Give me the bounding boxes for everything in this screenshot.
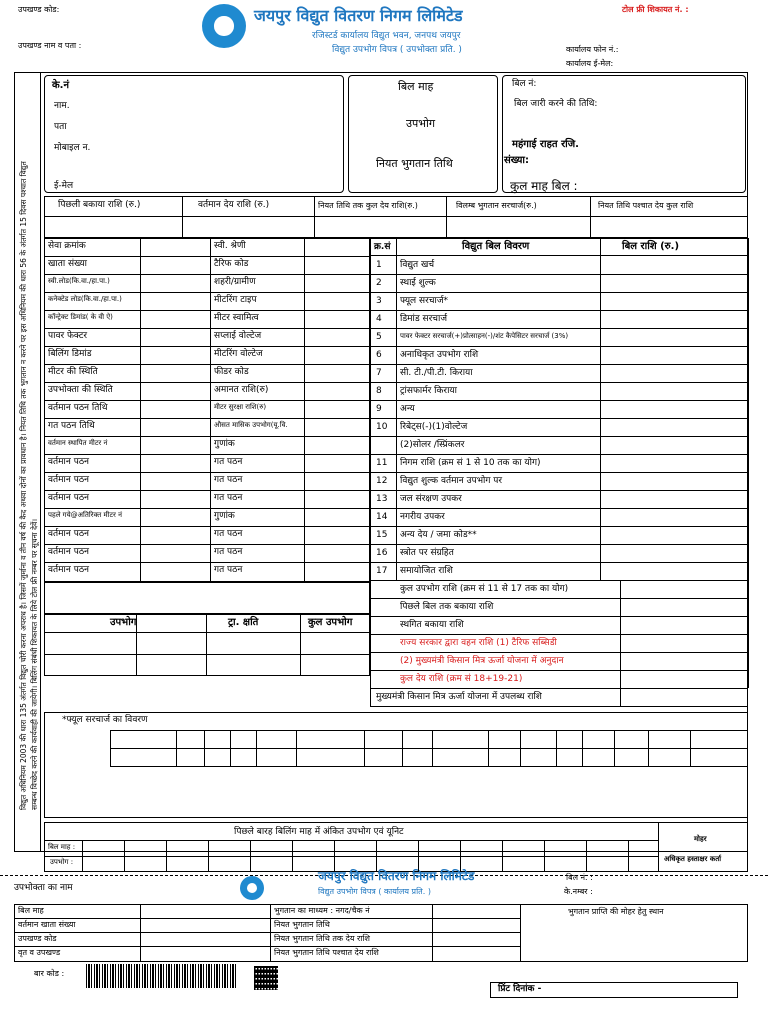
detail-sr: 8 <box>376 386 382 396</box>
issue-date-label: बिल जारी करने की तिथि: <box>514 99 598 109</box>
amount-header-late-surcharge: विलम्ब भुगतान सरचार्ज(रु.) <box>456 201 537 210</box>
detail-item: ट्रांसफार्मर किराया <box>400 386 457 396</box>
detail-item: समायोजित राशि <box>400 566 453 576</box>
history-consumption: उपभोग : <box>50 858 74 866</box>
info-label: मीटरिंग वोल्टेज <box>214 349 263 359</box>
email-label: ई-मेल <box>54 181 74 191</box>
detail-item: जल संरक्षण उपकर <box>400 494 462 504</box>
info-label: सप्लाई वोल्टेज <box>214 331 262 341</box>
detail-sr: 11 <box>376 458 388 468</box>
history-bill-month: बिल माह : <box>48 843 76 851</box>
barcode <box>86 964 238 988</box>
info-label: स्वी.लोड(कि.वा./हा.पा.) <box>48 277 110 285</box>
office-email-label: कार्यालय ई-मेल: <box>566 59 614 68</box>
amount-header: बिल राशि (रु.) <box>622 241 680 252</box>
detail-item: स्थाई शुल्क <box>400 278 436 288</box>
total-item: पिछले बिल तक बकाया राशि <box>400 602 494 612</box>
detail-sr: 9 <box>376 404 382 414</box>
detail-item: नगरीय उपकर <box>400 512 445 522</box>
counter-left-label: वृत व उपखण्ड <box>18 948 61 957</box>
detail-sr: 5 <box>376 332 382 342</box>
toll-free-label: टोल फ्री शिकायत नं. : <box>622 5 689 14</box>
total-item: कुल उपभोग राशि (क्रम सं 11 से 17 तक का योग) <box>400 584 569 594</box>
detail-item: अन्य देय / जमा कोड** <box>400 530 477 540</box>
consumption-col: उपभोग <box>110 617 137 628</box>
counter-mid-label: भुगतान का माध्यम : नगद/चैक नं <box>274 906 370 915</box>
info-label: सेवा क्रमांक <box>48 241 86 251</box>
detail-item: विद्युत खर्च <box>400 260 435 270</box>
info-label: पावर फेक्टर <box>48 331 88 341</box>
seal-label: मोहर <box>694 835 707 843</box>
amount-header-previous: पिछली बकाया राशि (रु.) <box>58 200 141 210</box>
details-header: विद्युत बिल विवरण <box>462 241 530 252</box>
info-label: मीटरिंग टाइप <box>214 295 257 305</box>
counter-mid-label: नियत भुगतान तिथि पश्चात देय राशि <box>274 948 379 957</box>
total-item: स्थगित बकाया राशि <box>400 620 464 630</box>
detail-sr: 14 <box>376 512 388 522</box>
detail-sr: 6 <box>376 350 382 360</box>
detail-item: विद्युत शुल्क वर्तमान उपभोग पर <box>400 476 503 486</box>
reg-office: रजिस्टर्ड कार्यालय विद्युत भवन, जनपथ जयपुर <box>312 31 461 41</box>
detail-item: डिमांड सरचार्ज <box>400 314 448 324</box>
amount-header-due-total: नियत तिथि तक कुल देय राशि(रु.) <box>318 201 418 210</box>
side-note: विद्युत अधिनियम 2003 की धारा 135 अंतर्गत विद्युत चोरी करना अपराध है। जिसमें जुर्माना व तीन वर्ष की कैद अथवा दोनों का प्रावधान है। नियत तिथि तक भुगतान न करने पर इस अधिनियम की धारा 56 के अंतर्गत 15 दिवस पश्चात विद्युत सम्बन्ध विच्छेद करने की कार्यवाही की जायेगी। बिलिंग संबंधी शिकायत के लिये टोल फ्री नम्बर पर सूचना देवें। <box>19 161 39 810</box>
info-label: वर्तमान पठन तिथि <box>48 403 108 413</box>
subdivision-name-label: उपखण्ड नाम व पता : <box>18 41 82 50</box>
detail-sr: 10 <box>376 422 388 432</box>
info-label: उपभोक्ता की स्थिति <box>48 385 113 395</box>
detail-item: फ्यूल सरचार्ज* <box>400 296 449 306</box>
info-label: शहरी/ग्रामीण <box>214 277 256 287</box>
info-label: गत पठन <box>214 529 243 539</box>
info-label: गुणांक <box>214 439 235 449</box>
mobile-label: मोबाइल न. <box>54 143 91 153</box>
detail-item: सी. टी./पी.टी. किराया <box>400 368 473 378</box>
print-date-label: प्रिंट दिनांक - <box>498 984 542 994</box>
fuel-surcharge-label: *फ्यूल सरचार्ज का विवरण <box>62 715 148 725</box>
detail-item: (2)सोलर /स्प्रिंकलर <box>400 440 465 450</box>
sr-header: क्र.सं <box>374 242 391 252</box>
detail-sr: 12 <box>376 476 388 486</box>
total-consumption-col: कुल उपभोग <box>308 617 353 628</box>
detail-item: स्त्रोत पर संग्रहित <box>400 548 454 558</box>
kisan-amount: मुख्यमंत्री किसान मित्र ऊर्जा योजना में उपलब्ध राशि <box>376 692 542 702</box>
detail-item: रिबेट्स(-)(1)वोल्टेज <box>400 422 468 432</box>
detail-item: अनाधिकृत उपभोग राशि <box>400 350 479 360</box>
consumer-name-label: उपभोक्ता का नाम <box>14 883 73 893</box>
info-label: मीटर की स्थिति <box>48 367 98 377</box>
seal-place-label: भुगतान प्राप्ति की मोहर हेतु स्थान <box>568 907 664 916</box>
counter-mid-label: नियत भुगतान तिथि <box>274 920 330 929</box>
info-label: कनेक्टेड लोड(कि.वा./हा.पा.) <box>48 295 122 303</box>
info-label: पहले गये@अतिरिक्त मीटर नं <box>48 511 122 519</box>
info-label: गत पठन <box>214 547 243 557</box>
info-label: गत पठन तिथि <box>48 421 95 431</box>
amount-header-after-due: नियत तिथि पश्चात देय कुल राशि <box>598 201 694 210</box>
info-label: गुणांक <box>214 511 235 521</box>
info-label: मीटर सुरक्षा राशि(रु) <box>214 403 267 411</box>
info-label: कॉन्ट्रेक्ट डिमांड( के वी ऐ) <box>48 313 113 321</box>
counter-left-label: बिल माह <box>18 906 44 915</box>
da-reg-label: महंगाई राहत रजि. <box>512 139 579 150</box>
counter-left-label: उपखण्ड कोड <box>18 934 57 943</box>
barcode-label: बार कोड : <box>34 969 65 978</box>
da-reg-label-2: संख्या: <box>504 155 529 166</box>
info-label: गत पठन <box>214 493 243 503</box>
counterfoil-org-name: जयपुर विद्युत वितरण निगम लिमिटेड <box>318 869 475 883</box>
detail-sr: 16 <box>376 548 388 558</box>
jvvnl-logo <box>202 4 246 48</box>
info-label: वर्तमान पठन <box>48 493 90 503</box>
info-label: गत पठन <box>214 565 243 575</box>
counterfoil-bill-type: विद्युत उपभोग विपत्र ( कार्यालय प्रति. ) <box>318 887 431 896</box>
qr-code <box>254 966 278 990</box>
bill-month-label: बिल माह <box>398 80 434 93</box>
detail-sr: 13 <box>376 494 388 504</box>
bill-no-label: बिल नं: <box>512 79 537 89</box>
info-label: गत पठन <box>214 475 243 485</box>
consumer-box <box>44 75 344 193</box>
info-label: औसत मासिक उपभोग(यू.वि. <box>214 421 288 429</box>
bill-no-box <box>502 75 746 193</box>
bill-type: विद्युत उपभोग विपत्र ( उपभोक्ता प्रति. ) <box>332 45 462 55</box>
org-name: जयपुर विद्युत वितरण निगम लिमिटेड <box>254 6 463 25</box>
detail-sr: 2 <box>376 278 382 288</box>
kno-label: के.नं <box>52 80 70 91</box>
total-months-label: कुल माह बिल : <box>510 179 578 193</box>
detail-item: अन्य <box>400 404 415 414</box>
detail-sr: 1 <box>376 260 382 270</box>
counter-left-label: वर्तमान खाता संख्या <box>18 920 76 929</box>
counterfoil-bill-no: बिल नं. : <box>566 873 593 882</box>
info-label: फीडर कोड <box>214 367 249 377</box>
total-due: कुल देय राशि (क्रम सं 18+19-21) <box>400 674 523 684</box>
info-label: वर्तमान पठन <box>48 457 90 467</box>
office-phone-label: कार्यालय फोन नं.: <box>566 45 619 54</box>
detail-sr: 4 <box>376 314 382 324</box>
info-label: वर्तमान पठन <box>48 529 90 539</box>
detail-item: निगम राशि (क्रम सं 1 से 10 तक का योग) <box>400 458 541 468</box>
counterfoil-kno: के.नम्बर : <box>564 887 593 896</box>
signature-label: अधिकृत हस्ताक्षर कर्ता <box>664 855 722 863</box>
due-date-label: नियत भुगतान तिथि <box>376 157 453 170</box>
counter-mid-label: नियत भुगतान तिथि तक देय राशि <box>274 934 370 943</box>
info-label: वर्तमान पठन <box>48 475 90 485</box>
info-label: स्वी. श्रेणी <box>214 241 246 251</box>
subsidy-2: (2) मुख्यमंत्री किसान मित्र ऊर्जा योजना में अनुदान <box>400 656 564 666</box>
name-label: नाम. <box>54 101 70 111</box>
subsidy-1: राज्य सरकार द्वारा वहन राशि (1) टैरिफ सब्सिडी <box>400 638 557 648</box>
info-label: वर्तमान पठन <box>48 565 90 575</box>
history-title: पिछले बारह बिलिंग माह में अंकित उपभोग एवं यूनिट <box>234 827 404 837</box>
address-label: पता <box>54 122 67 132</box>
transformer-loss-col: ट्रा. क्षति <box>228 617 259 628</box>
info-label: वर्तमान स्थापित मीटर नं <box>48 439 108 447</box>
subdivision-code-label: उपखण्ड कोड: <box>18 5 60 14</box>
info-label: टैरिफ कोड <box>214 259 249 269</box>
info-label: वर्तमान पठन <box>48 547 90 557</box>
info-label: गत पठन <box>214 457 243 467</box>
detail-sr: 15 <box>376 530 388 540</box>
consumption-label: उपभोग <box>406 117 436 130</box>
amount-header-current: वर्तमान देय राशि (रु.) <box>198 200 270 210</box>
detail-sr: 3 <box>376 296 382 306</box>
detail-item: पावर फेक्टर सरचार्ज(+)प्रोत्साहन(-)/शंट कैपेसिटर सरचार्ज (3%) <box>400 332 569 340</box>
detail-sr: 7 <box>376 368 382 378</box>
info-label: बिलिंग डिमांड <box>48 349 92 359</box>
info-label: खाता संख्या <box>48 259 87 269</box>
jvvnl-logo-small <box>240 876 264 900</box>
detail-sr: 17 <box>376 566 388 576</box>
info-label: अमानत राशि(रु) <box>214 385 269 395</box>
info-label: मीटर स्वामित्व <box>214 313 259 323</box>
